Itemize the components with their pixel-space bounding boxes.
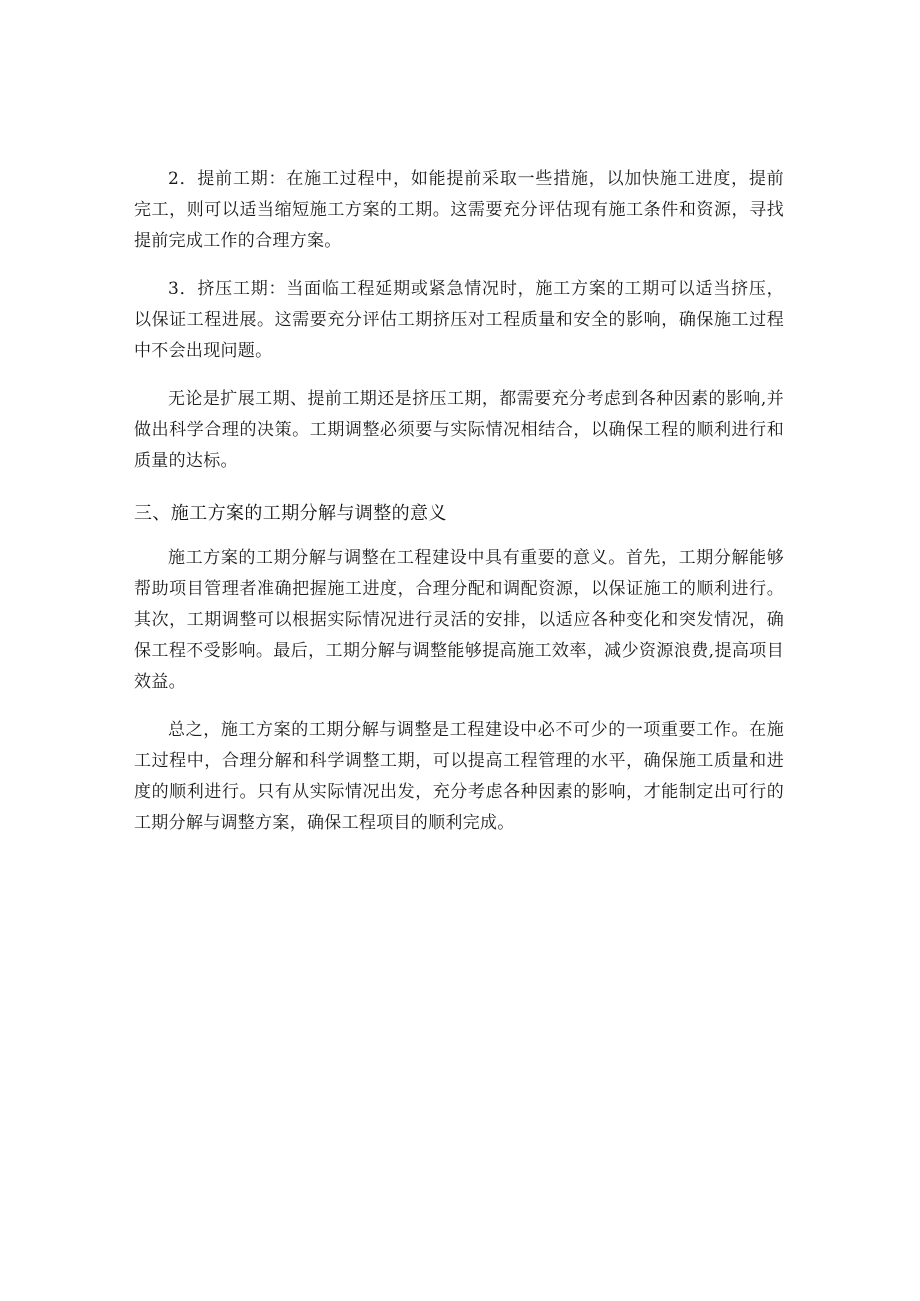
paragraph-advance-schedule: 2．提前工期：在施工过程中，如能提前采取一些措施，以加快施工进度，提前完工，则可以适当缩短施工方案的工期。这需要充分评估现有施工条件和资源，寻找提前完成工作的合理方案。	[134, 169, 784, 251]
document-body	[134, 164, 784, 856]
paragraph-compress-schedule: 3．挤压工期：当面临工程延期或紧急情况时，施工方案的工期可以适当挤压，以保证工程进展。这需要充分评估工期挤压对工程质量和安全的影响，确保施工过程中不会出现问题。	[134, 279, 784, 361]
paragraph-schedule-adjustment-summary: 无论是扩展工期、提前工期还是挤压工期，都需要充分考虑到各种因素的影响,并做出科学合理的决策。工期调整必须要与实际情况相结合，以确保工程的顺利进行和质量的达标。	[134, 389, 784, 471]
section-heading: 三、施工方案的工期分解与调整的意义	[134, 503, 447, 524]
paragraph-conclusion: 总之，施工方案的工期分解与调整是工程建设中必不可少的一项重要工作。在施工过程中，合理分解和科学调整工期，可以提高工程管理的水平，确保施工质量和进度的顺利进行。只有从实际情况出发，充分考虑各种因素的影响，才能制定出可行的工期分解与调整方案，确保工程项目的顺利完成。	[134, 720, 784, 833]
paragraph-significance: 施工方案的工期分解与调整在工程建设中具有重要的意义。首先，工期分解能够帮助项目管理者准确把握施工进度，合理分配和调配资源，以保证施工的顺利进行。其次，工期调整可以根据实际情况进行灵活的安排，以适应各种变化和突发情况，确保工程不受影响。最后，工期分解与调整能够提高施工效率，减少资源浪费,提高项目效益。	[134, 548, 784, 692]
